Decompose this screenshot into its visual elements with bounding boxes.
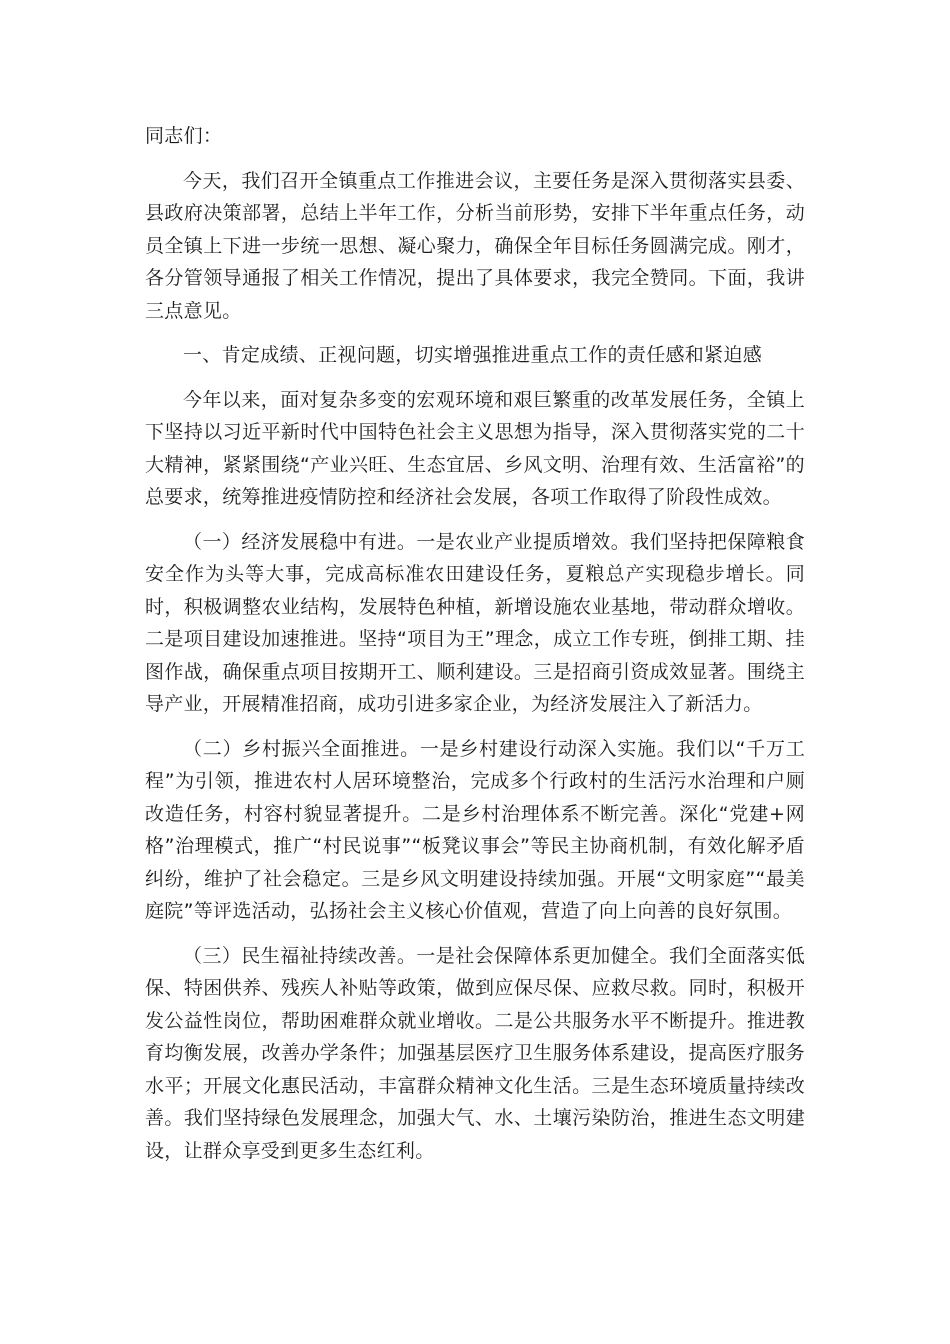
body-paragraph: （二）乡村振兴全面推进。一是乡村建设行动深入实施。我们以“千万工程”为引领，推进农村人居环境整治，完成多个行政村的生活污水治理和户厕改造任务，村容村貌显著提升。二是乡村治理体系不断完善。深化“党建+网格”治理模式，推广“村民说事”“板凳议事会”等民主协商机制，有效化解矛盾纠纷，维护了社会稳定。三是乡风文明建设持续加强。开展“文明家庭”“最美庭院”等评选活动，弘扬社会主义核心价值观，营造了向上向善的良好氛围。 — [145, 737, 805, 922]
document-body — [145, 120, 805, 1179]
body-paragraph: 今年以来，面对复杂多变的宏观环境和艰巨繁重的改革发展任务，全镇上下坚持以习近平新时代中国特色社会主义思想为指导，深入贯彻落实党的二十大精神，紧紧围绕“产业兴旺、生态宜居、乡风文明、治理有效、生活富裕”的总要求，统筹推进疫情防控和经济社会发展，各项工作取得了阶段性成效。 — [145, 388, 805, 508]
body-paragraph: （三）民生福祉持续改善。一是社会保障体系更加健全。我们全面落实低保、特困供养、残疾人补贴等政策，做到应保尽保、应救尽救。同时，积极开发公益性岗位，帮助困难群众就业增收。二是公共服务水平不断提升。推进教育均衡发展，改善办学条件；加强基层医疗卫生服务体系建设，提高医疗服务水平；开展文化惠民活动，丰富群众精神文化生活。三是生态环境质量持续改善。我们坚持绿色发展理念，加强大气、水、土壤污染防治，推进生态文明建设，让群众享受到更多生态红利。 — [145, 944, 805, 1162]
section-heading-1: 一、肯定成绩、正视问题，切实增强推进重点工作的责任感和紧迫感 — [183, 344, 763, 366]
body-paragraph: （一）经济发展稳中有进。一是农业产业提质增效。我们坚持把保障粮食安全作为头等大事，完成高标准农田建设任务，夏粮总产实现稳步增长。同时，积极调整农业结构，发展特色种植，新增设施农业基地，带动群众增收。二是项目建设加速推进。坚持“项目为王”理念，成立工作专班，倒排工期、挂图作战，确保重点项目按期开工、顺利建设。三是招商引资成效显著。围绕主导产业，开展精准招商，成功引进多家企业，为经济发展注入了新活力。 — [145, 530, 805, 715]
opening-paragraph: 今天，我们召开全镇重点工作推进会议，主要任务是深入贯彻落实县委、县政府决策部署，总结上半年工作，分析当前形势，安排下半年重点任务，动员全镇上下进一步统一思想、凝心聚力，确保全年目标任务圆满完成。刚才，各分管领导通报了相关工作情况，提出了具体要求，我完全赞同。下面，我讲三点意见。 — [145, 169, 805, 322]
salutation: 同志们： — [145, 125, 223, 147]
